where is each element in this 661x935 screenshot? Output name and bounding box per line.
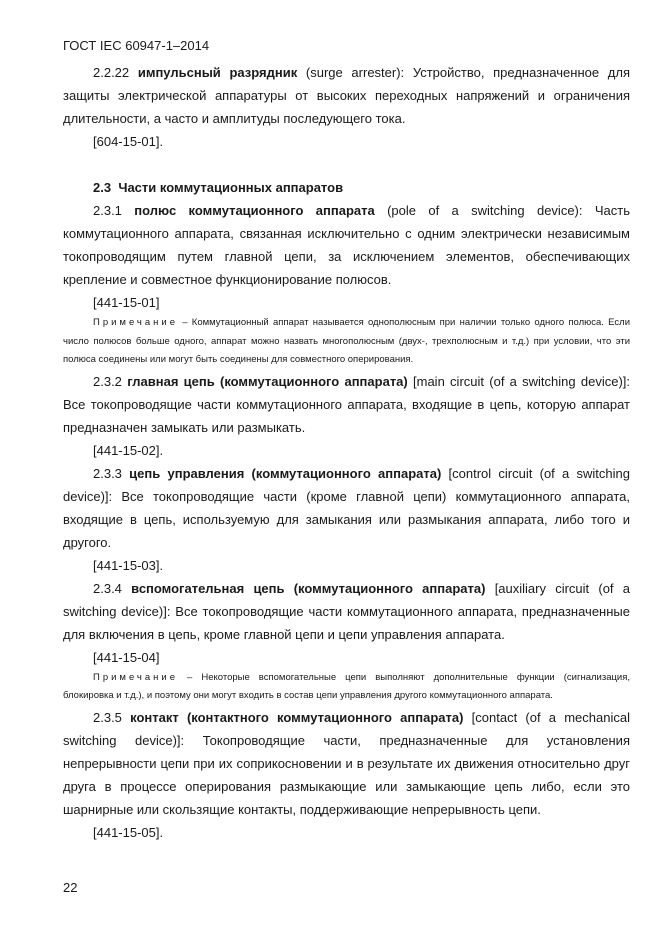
document-header: ГОСТ IEC 60947-1–2014 xyxy=(63,38,210,53)
term-number: 2.3.4 xyxy=(93,580,122,596)
reference: [604-15-01]. xyxy=(93,134,164,149)
reference: [441-15-04] xyxy=(93,649,160,665)
section-heading: 2.3 Части коммутационных аппаратов xyxy=(93,180,344,195)
note-text: – Некоторые вспомогательные цепи выполняют дополнительные функции (сигнализация, блокировка и т.д.), и поэтому они могут входить в состав цепи управления другого коммутационного аппарата. xyxy=(63,671,631,701)
note xyxy=(63,669,630,706)
term-2-3-4 xyxy=(63,577,630,646)
term-title: главная цепь (коммутационного аппарата) xyxy=(127,373,408,389)
term-2-3-3 xyxy=(63,462,630,554)
term-definition: [control circuit (of a switching device)]: Все токопроводящие части (кроме главной цепи) коммутационного аппарата, входящие в цепь, используемую для замыкания или размыкания аппарата, либо того и другого. xyxy=(63,465,630,550)
note xyxy=(63,314,630,370)
document-body xyxy=(63,61,630,844)
term-number: 2.2.22 xyxy=(93,65,130,80)
term-definition: (surge arrester): Устройство, предназначенное для защиты электрической аппаратуры от высоких переходных напряжений и ограничения длительности, а часто и амплитуды последующего тока. xyxy=(63,65,630,126)
reference: [441-15-01] xyxy=(93,295,160,310)
term-definition: [auxiliary circuit (of a switching device)]: Все токопроводящие части коммутационного аппарата, предназначенные для включения в цепь, кроме главной цепи и цепи управления аппарата. xyxy=(63,580,630,642)
term-number: 2.3.3 xyxy=(93,465,122,481)
term-title: вспомогательная цепь (коммутационного аппарата) xyxy=(131,580,486,596)
reference: [441-15-03]. xyxy=(93,557,164,573)
term-2-3-5 xyxy=(63,706,630,821)
term-number: 2.3.5 xyxy=(93,709,122,725)
note-label: Примечание xyxy=(93,671,178,683)
term-title: цепь управления (коммутационного аппарата) xyxy=(129,465,442,481)
reference: [441-15-02]. xyxy=(93,442,164,458)
page-number: 22 xyxy=(63,880,78,895)
term-2-3-1 xyxy=(63,199,630,291)
term-title: импульсный разрядник xyxy=(137,65,298,80)
term-definition: [contact (of a mechanical switching device)]: Токопроводящие части, предназначенные для установления непрерывности цепи при их соприкосновении и в результате их движения относительно друг друга в процессе оперирования размыкающие или замыкающие цепь либо, если это шарнирные или скользящие контакты, поддерживающие непрерывность цепи. xyxy=(63,709,630,817)
term-2-3-2 xyxy=(63,370,630,439)
reference: [441-15-05]. xyxy=(93,824,164,840)
term-title: контакт (контактного коммутационного аппарата) xyxy=(130,709,464,725)
term-number: 2.3.1 xyxy=(93,203,122,218)
note-label: Примечание xyxy=(93,317,178,328)
term-definition: [main circuit (of a switching device)]: Все токопроводящие части коммутационного аппарата, входящие в цепь, которую аппарат предназначен замыкать или размыкать. xyxy=(63,373,631,435)
term-definition: (pole of a switching device): Часть коммутационного аппарата, связанная исключительно с одним электрически независимым токопроводящим путем главной цепи, за исключением элементов, обеспечивающих крепление и совместное функционирование полюсов. xyxy=(63,203,630,287)
term-title: полюс коммутационного аппарата xyxy=(134,203,375,218)
note-text: – Коммутационный аппарат называется однополюсным при наличии только одного полюса. Если число полюсов больше одного, аппарат можно назвать многополюсным (двух-, трехполюсным и т.д.) при условии, что эти полюса соединены или могут быть соединены для совместного оперирования. xyxy=(63,317,631,365)
term-number: 2.3.2 xyxy=(93,373,122,389)
term-2-2-22 xyxy=(63,61,630,130)
